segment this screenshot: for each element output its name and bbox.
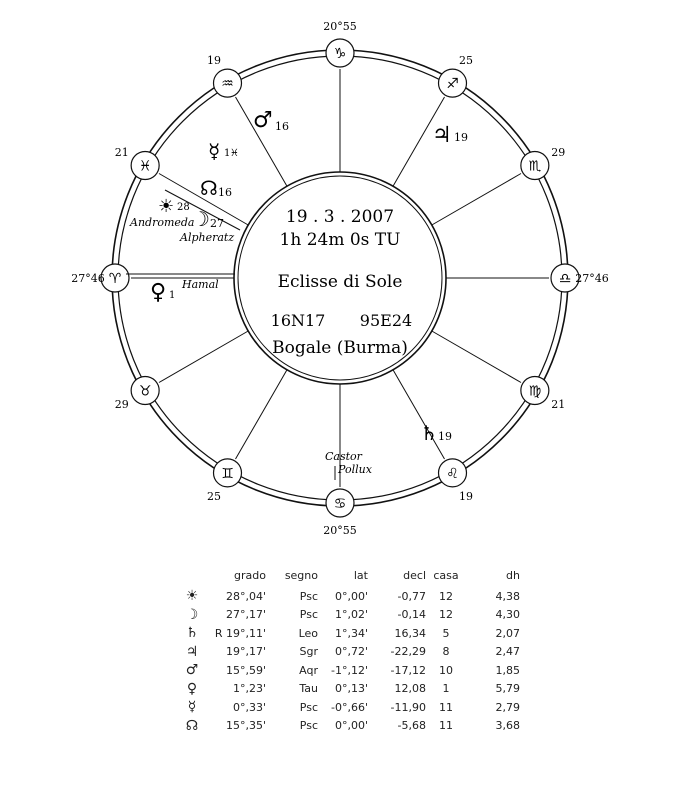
aquarius-icon: ♒ — [221, 76, 234, 93]
cell-dh: 4,38 — [495, 589, 520, 603]
house-spoke-6 — [393, 370, 445, 459]
cusp-virgo — [521, 377, 565, 412]
cell-decl: -17,12 — [390, 663, 426, 677]
cell-dh: 2,47 — [495, 645, 520, 659]
cell-lat: -1°,12' — [331, 663, 368, 677]
cusp-sagittarius — [439, 54, 474, 97]
gemini-icon: ♊ — [221, 465, 234, 482]
cell-casa: 1 — [442, 682, 450, 696]
cell-dh: 4,30 — [495, 608, 520, 622]
saturn-icon: ♄ — [185, 625, 199, 642]
capricorn-icon: ♑ — [333, 46, 347, 62]
node-icon: ☊ — [200, 176, 218, 200]
cell-segno: Psc — [299, 719, 318, 733]
cell-grado: 15°,35' — [225, 719, 266, 733]
pisces-icon: ♓ — [138, 158, 152, 175]
cusp-degree-label: 27°46 — [575, 272, 609, 285]
jupiter-degree: 19 — [454, 131, 468, 144]
node-icon: ☊ — [185, 717, 199, 734]
cell-decl: 12,08 — [394, 682, 426, 696]
cell-grado: R 19°,11' — [214, 626, 266, 640]
cell-decl: -5,68 — [397, 719, 426, 733]
mars-icon: ♂ — [185, 662, 199, 679]
cusp-degree-label: 20°55 — [323, 20, 357, 33]
libra-icon: ♎ — [558, 271, 572, 287]
cell-lat: 1°,02' — [334, 608, 368, 622]
cell-decl: -11,90 — [390, 700, 426, 714]
table-row — [178, 680, 520, 699]
moon-icon: ☽ — [192, 207, 210, 231]
cusp-gemini — [207, 459, 242, 503]
cusp-degree-label: 25 — [207, 490, 221, 504]
table-row — [178, 661, 520, 680]
cell-dh: 2,07 — [495, 626, 520, 640]
chart-date: 19 . 3 . 2007 — [285, 207, 395, 227]
cell-dh: 3,68 — [495, 719, 520, 733]
venus-icon: ♀ — [186, 680, 198, 697]
cell-casa: 12 — [439, 589, 453, 603]
mercury-icon: ☿ — [208, 139, 221, 163]
cell-grado: 19°,17' — [225, 645, 266, 659]
venus-icon: ♀ — [150, 280, 167, 305]
cell-lat: -0°,66' — [331, 700, 368, 714]
pollux-label: Pollux — [338, 463, 372, 476]
cell-decl: -0,14 — [397, 608, 426, 622]
taurus-icon: ♉ — [138, 383, 152, 400]
cusp-degree-label: 21 — [114, 146, 129, 159]
cell-dh: 1,85 — [495, 663, 520, 677]
aries-icon: ♈ — [108, 271, 122, 287]
cell-decl: 16,34 — [394, 626, 426, 640]
cusp-degree-label: 25 — [459, 53, 473, 67]
sun-icon: ☀ — [158, 196, 175, 217]
cusp-degree-label: 29 — [114, 398, 129, 411]
jupiter-icon: ♃ — [185, 643, 199, 660]
hamal-label: Hamal — [182, 278, 219, 291]
cell-decl: -0,77 — [397, 589, 426, 603]
table-row — [178, 698, 520, 717]
cell-casa: 5 — [442, 626, 450, 640]
cusp-aries — [71, 264, 129, 292]
cusp-leo — [439, 459, 474, 503]
cusp-degree-label: 27°46 — [71, 272, 105, 285]
table-row — [178, 606, 520, 625]
cell-lat: 0°,13' — [334, 682, 368, 696]
cell-segno: Psc — [299, 700, 318, 714]
header-glyph — [178, 566, 206, 587]
header-segno: segno — [284, 568, 318, 582]
mars-icon: ♂ — [253, 108, 273, 133]
cusp-capricorn — [323, 20, 357, 67]
header-grado: grado — [234, 568, 266, 582]
chart-place: Bogale (Burma) — [272, 338, 408, 358]
header-decl: decl — [403, 568, 426, 582]
scorpio-icon: ♏ — [528, 158, 542, 175]
moon-icon: ☽ — [185, 606, 199, 623]
planet-positions-table — [178, 566, 520, 735]
table-row — [178, 717, 520, 736]
andromeda-label: Andromeda — [130, 216, 195, 229]
chart-latitude: 16N17 — [270, 311, 326, 330]
cell-dh: 2,79 — [495, 700, 520, 714]
cell-segno: Sgr — [299, 645, 318, 659]
venus-degree: 1 — [169, 290, 176, 301]
cell-lat: 0°,72' — [334, 645, 368, 659]
node-degree: 16 — [218, 186, 232, 199]
cell-grado: 28°,04' — [225, 589, 266, 603]
leo-icon: ♌ — [446, 465, 459, 482]
cusp-degree-label: 19 — [207, 53, 221, 67]
mercury-degree: 1 — [224, 148, 231, 159]
house-spoke-5 — [432, 331, 521, 383]
cell-lat: 0°,00' — [334, 719, 368, 733]
chart-time: 1h 24m 0s TU — [279, 230, 401, 250]
sun-icon: ☀ — [185, 588, 199, 605]
virgo-icon: ♍ — [528, 383, 542, 400]
header-dh: dh — [506, 568, 520, 582]
cell-casa: 11 — [439, 700, 453, 714]
cell-segno: Aqr — [299, 663, 318, 677]
cusp-aquarius — [207, 54, 242, 97]
jupiter-icon: ♃ — [432, 123, 452, 148]
alpheratz-label: Alpheratz — [180, 231, 235, 244]
cell-segno: Leo — [298, 626, 318, 640]
cell-grado: 27°,17' — [225, 608, 266, 622]
table-row — [178, 587, 520, 606]
saturn-icon: ♄ — [420, 421, 438, 445]
cusp-taurus — [115, 377, 159, 412]
cusp-cancer — [323, 489, 357, 537]
chart-longitude: 95E24 — [359, 311, 413, 330]
saturn-degree: 19 — [438, 430, 452, 443]
table-header-row — [178, 566, 520, 587]
header-casa: casa — [433, 568, 459, 582]
chart-event: Eclisse di Sole — [277, 272, 403, 292]
cusp-libra — [551, 264, 609, 292]
cell-dh: 5,79 — [495, 682, 520, 696]
cancer-icon: ♋ — [333, 496, 347, 512]
cell-lat: 0°,00' — [334, 589, 368, 603]
moon-degree: 27 — [210, 217, 224, 230]
cell-casa: 10 — [439, 663, 453, 677]
cusp-scorpio — [521, 146, 565, 180]
cell-grado: 1°,23' — [232, 682, 266, 696]
house-spoke-9 — [159, 331, 248, 383]
cell-casa: 12 — [439, 608, 453, 622]
cusp-degree-label: 19 — [459, 490, 473, 504]
house-spoke-3 — [432, 174, 521, 226]
cell-segno: Psc — [299, 608, 318, 622]
cusp-degree-label: 20°55 — [323, 524, 357, 537]
header-lat: lat — [353, 568, 368, 582]
cell-lat: 1°,34' — [334, 626, 368, 640]
cusp-degree-label: 21 — [551, 398, 566, 411]
table-row — [178, 643, 520, 662]
cell-grado: 0°,33' — [232, 700, 266, 714]
cell-decl: -22,29 — [390, 645, 426, 659]
mars-degree: 16 — [275, 120, 289, 133]
cell-segno: Tau — [299, 682, 318, 696]
mercury-icon: ☿ — [187, 699, 197, 716]
cell-casa: 11 — [439, 719, 453, 733]
sun-degree: 28 — [177, 202, 190, 213]
cusp-pisces — [115, 146, 159, 180]
table-row — [178, 624, 520, 643]
sagittarius-icon: ♐ — [446, 76, 459, 93]
cell-segno: Psc — [299, 589, 318, 603]
cell-grado: 15°,59' — [225, 663, 266, 677]
cell-casa: 8 — [442, 645, 450, 659]
house-spoke-8 — [236, 370, 288, 459]
cusp-degree-label: 29 — [551, 146, 566, 159]
castor-label: Castor — [325, 450, 362, 463]
mercury-sign: ♓ — [230, 148, 239, 159]
